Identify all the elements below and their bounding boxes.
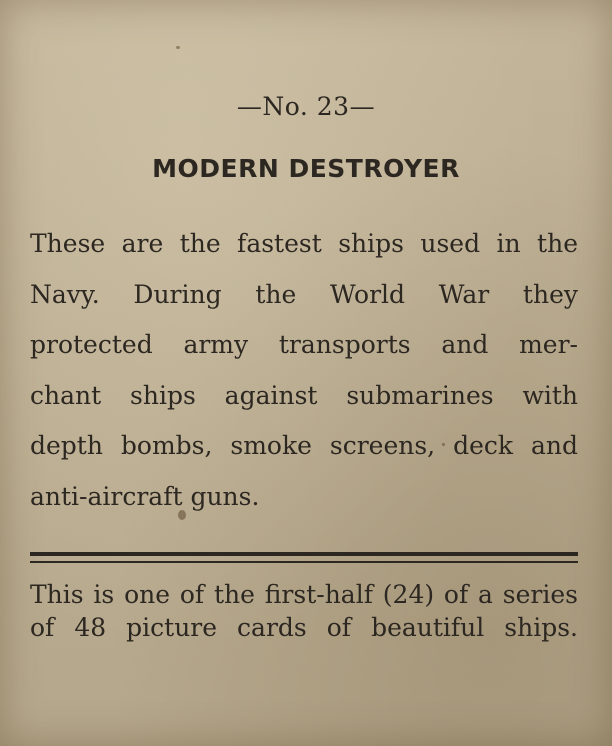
divider-thick <box>30 552 578 556</box>
card-description <box>30 219 578 522</box>
description-line: chant ships against submarines with <box>30 380 578 410</box>
divider-thin <box>30 561 578 563</box>
description-line: depth bombs, smoke screens, deck and <box>30 431 578 460</box>
description-line: Navy. During the World War they <box>30 279 578 309</box>
series-note <box>30 578 578 644</box>
card-title: MODERN DESTROYER <box>152 154 460 183</box>
description-line: These are the fastest ships used in the <box>30 229 578 258</box>
description-line: protected army transports and mer- <box>30 330 578 359</box>
paper-speck <box>176 46 180 49</box>
series-note-line: This is one of the first-half (24) of a series <box>30 580 578 609</box>
card-number: —No. 23— <box>236 92 376 121</box>
description-line: anti-aircraft guns. <box>30 481 260 511</box>
series-note-line: of 48 picture cards of beautiful ships. <box>30 613 578 642</box>
